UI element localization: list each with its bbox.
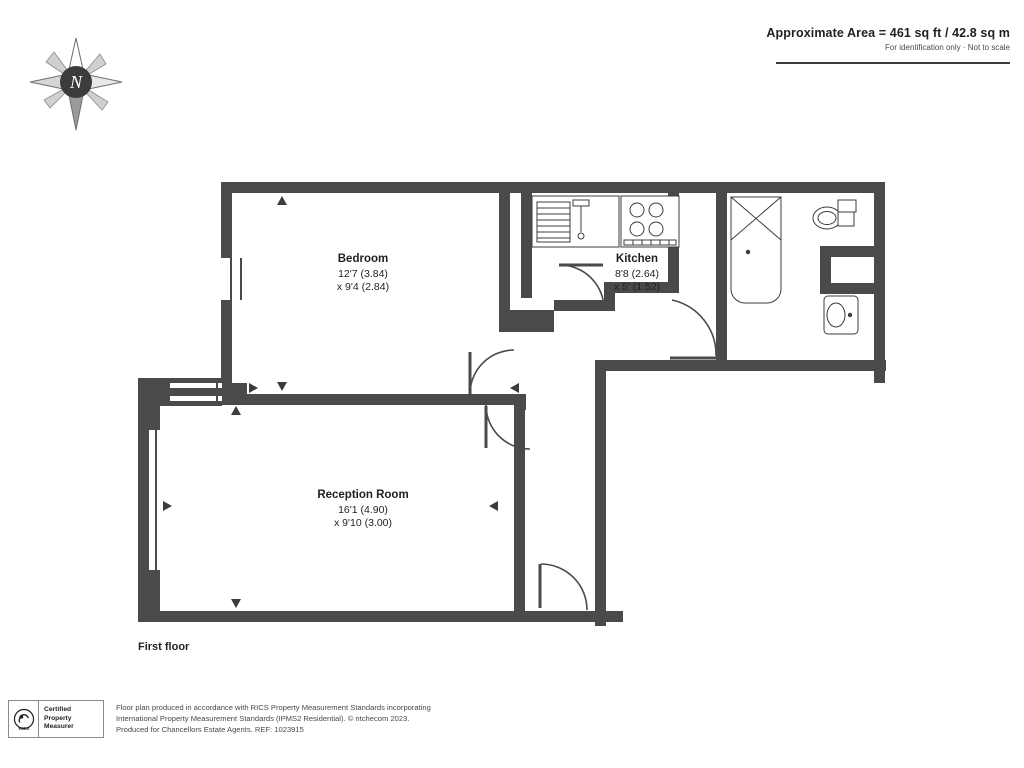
room-label-kitchen bbox=[575, 252, 699, 295]
approximate-area-text: Approximate Area = 461 sq ft / 42.8 sq m bbox=[766, 26, 1010, 40]
bathroom-fixtures bbox=[731, 197, 858, 334]
footer-credit-line-1: Floor plan produced in accordance with RICS Property Measurement Standards incorporating bbox=[116, 703, 431, 712]
oven-controls-icon bbox=[624, 240, 676, 245]
rics-badge-text bbox=[39, 706, 74, 733]
washbasin-icon bbox=[824, 296, 858, 334]
tap-icon bbox=[573, 200, 589, 206]
kitchen-fixtures bbox=[532, 196, 679, 247]
room-dim-kitchen-2: x 5' (1.52) bbox=[613, 281, 661, 294]
rics-logo-icon bbox=[9, 701, 39, 737]
door-bathroom-icon bbox=[672, 300, 716, 356]
room-name-bedroom: Bedroom bbox=[337, 253, 389, 265]
rics-badge-line-3: Measurer bbox=[44, 723, 74, 731]
room-label-bedroom bbox=[300, 252, 426, 295]
footer-credit-line-2: International Property Measurement Standards (IPMS2 Residential). © ntchecom 2023. bbox=[116, 714, 410, 723]
room-label-reception-room bbox=[293, 488, 433, 531]
bathtub-icon bbox=[731, 197, 781, 303]
area-disclaimer-text: For identification only · Not to scale bbox=[885, 43, 1010, 52]
rics-mark-text: RICS bbox=[18, 725, 29, 731]
room-dim-bedroom-2: x 9'4 (2.84) bbox=[336, 281, 390, 294]
door-reception-entry-icon bbox=[541, 564, 587, 610]
compass-label: N bbox=[69, 72, 83, 92]
footer-credit-line-3: Produced for Chancellors Estate Agents. REF: 1023915 bbox=[116, 725, 304, 734]
footer-credit bbox=[116, 702, 596, 735]
toilet-icon bbox=[813, 200, 856, 229]
room-dim-kitchen-1: 8'8 (2.64) bbox=[614, 267, 660, 280]
rics-certified-badge bbox=[8, 700, 104, 738]
room-dim-bedroom-1: 12'7 (3.84) bbox=[338, 267, 388, 280]
rics-badge-line-1: Certified bbox=[44, 705, 72, 713]
room-name-reception-room: Reception Room bbox=[317, 489, 409, 501]
room-dim-reception-2: x 9'10 (3.00) bbox=[333, 517, 393, 530]
hob-icon bbox=[621, 196, 679, 247]
rics-badge-line-2: Property bbox=[44, 714, 72, 722]
room-name-kitchen: Kitchen bbox=[615, 253, 659, 265]
door-bedroom-hall-icon bbox=[470, 350, 514, 394]
room-dim-reception-1: 16'1 (4.90) bbox=[338, 503, 388, 516]
floor-caption: First floor bbox=[138, 641, 190, 653]
